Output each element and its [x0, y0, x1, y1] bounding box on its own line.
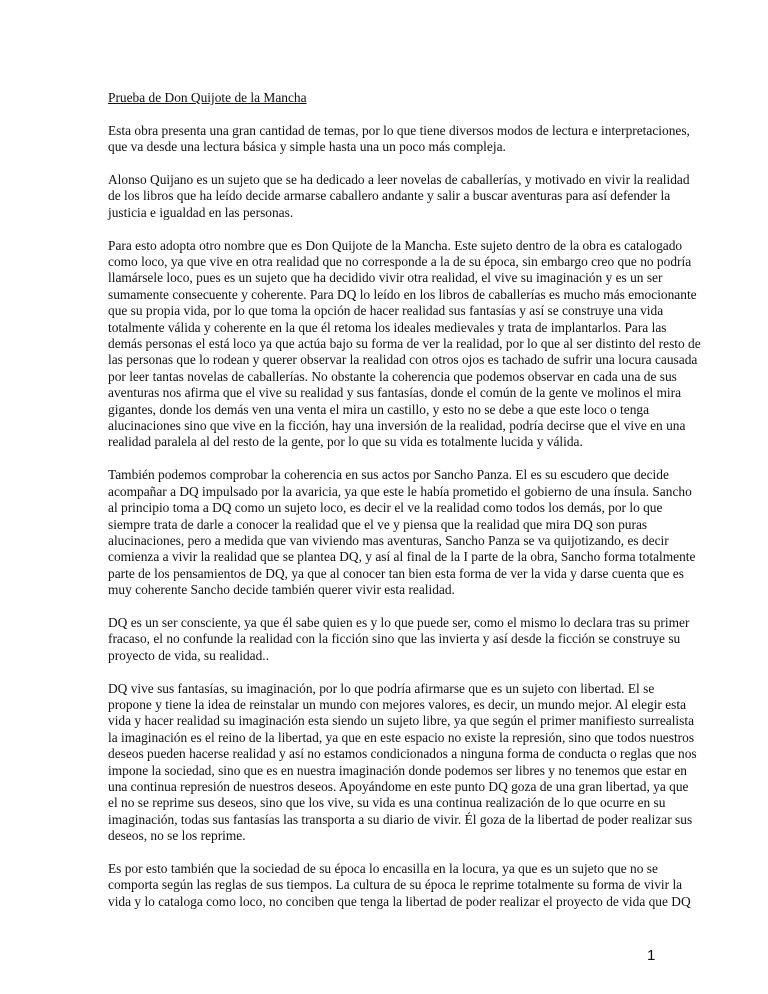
text-line: el no se reprime sus deseos, sino que los vive, su vida es una continua realización de lo que ocurre en su [108, 795, 666, 811]
text-line: sumamente consecuente y coherente. Para DQ lo leído en los libros de caballerías es mucho más emocionante [108, 286, 697, 302]
text-line: gigantes, donde los demás ven una venta el mira un castillo, y esto no se debe a que este loco o tenga [108, 401, 650, 417]
text-line: realidad paralela al del resto de la gente, por lo que su vida es totalmente lucida y válida. [108, 434, 583, 450]
text-line: una continua represión de nuestros deseos. Apoyándome en este punto DQ goza de una gran libertad, ya que [108, 778, 689, 794]
text-line: demás personas el está loco ya que actúa bajo su forma de ver la realidad, por lo que al ser distinto del resto de [108, 336, 701, 352]
text-line: llamársele loco, pues es un sujeto que ha decidido vivir otra realidad, el vive su imaginación y es un ser [108, 270, 663, 286]
text-line: la imaginación es el reino de la libertad, ya que en este espacio no existe la represión, sino que todos nuestros [108, 729, 695, 745]
text-line: al principio toma a DQ como un sujeto loco, es decir el ve la realidad como todos los demás, por lo que [108, 500, 663, 516]
text-line: como loco, ya que vive en otra realidad que no corresponde a la de su época, sin embargo creo que no podría [108, 254, 692, 270]
paragraph [108, 172, 688, 221]
text-line: fracaso, el no confunde la realidad con la ficción sino que las invierta y así desde la ficción se construye su [108, 631, 681, 647]
text-line: También podemos comprobar la coherencia en sus actos por Sancho Panza. El es su escudero que decide [108, 467, 669, 483]
text-line: Para esto adopta otro nombre que es Don Quijote de la Mancha. Este sujeto dentro de la obra es catalogado [108, 237, 683, 253]
text-line: deseos pueden hacerse realidad y así no estamos condicionados a ninguna forma de conducta o reglas que nos [108, 746, 697, 762]
text-line: vida y hacer realidad su imaginación esta siendo un sujeto libre, ya que según el primer manifiesto surrealista [108, 713, 695, 729]
document-page [108, 90, 701, 927]
text-line: muy coherente Sancho decide también querer vivir esta realidad. [108, 582, 455, 598]
text-line: las personas que lo rodean y querer observar la realidad con otros ojos es tachado de sufrir una locura causada [108, 352, 698, 368]
text-line: DQ es un ser consciente, ya que él sabe quien es y lo que puede ser, como el mismo lo declara tras su primer [108, 614, 690, 630]
paragraph [108, 123, 688, 156]
text-line: proyecto de vida, su realidad.. [108, 647, 270, 663]
text-line: deseos, no se los reprime. [108, 828, 246, 844]
text-line: impone la sociedad, sino que es en nuestra imaginación donde podemos ser libres y no tenemos que estar en [108, 762, 687, 778]
text-line: que su propia vida, por lo que toma la opción de hacer realidad sus fantasías y así se construye una vida [108, 303, 664, 319]
page-number: 1 [647, 947, 656, 964]
text-line: propone y tiene la idea de reinstalar un mundo con mejores valores, es decir, un mundo mejor. Al elegir esta [108, 696, 687, 712]
text-line: alucinaciones sino que vive en la ficción, hay una inversión de la realidad, podría decirse que el vive en una [108, 418, 686, 434]
text-line: DQ vive sus fantasías, su imaginación, por lo que podría afirmarse que es un sujeto con libertad. El se [108, 680, 655, 696]
paragraph [108, 467, 696, 598]
paragraph [108, 860, 691, 910]
document-title: Prueba de Don Quijote de la Mancha [108, 90, 307, 105]
document-body [108, 122, 701, 910]
text-line: imaginación, todas sus fantasías las transporta a su diario de vivir. Él goza de la libertad de poder realizar sus [108, 811, 693, 827]
text-line: aventuras nos afirma que el vive su realidad y sus fantasías, donde el común de la gente ve molinos el mira [108, 385, 682, 401]
text-line: de los libros que ha leído decide armarse caballero andante y salir a buscar aventuras para así defender la [108, 188, 671, 204]
paragraph [108, 615, 688, 664]
text-line: que va desde una lectura básica y simple hasta una un poco más compleja. [108, 139, 506, 155]
text-line: siempre trata de darle a conocer la realidad que el ve y piensa que la realidad que mira DQ son puras [108, 516, 648, 532]
paragraph [108, 237, 701, 451]
text-line: Es por esto también que la sociedad de su época lo encasilla en la locura, ya que es un sujeto que no se [108, 860, 658, 876]
text-line: Alonso Quijano es un sujeto que se ha dedicado a leer novelas de caballerías, y motivado en vivir la realidad [108, 172, 690, 187]
text-line: por leer tantas novelas de caballerías. No obstante la coherencia que podemos observar en cada una de sus [108, 368, 677, 384]
text-line: justicia e igualdad en las personas. [108, 204, 294, 220]
paragraph [108, 680, 697, 845]
text-line: totalmente válida y coherente en la que él retoma los ideales medievales y trata de implantarlos. Para las [108, 319, 667, 335]
text-line: comienza a vivir la realidad que se plantea DQ, y así al final de la I parte de la obra, Sancho forma totalmente [108, 549, 696, 565]
text-line: comporta según las reglas de sus tiempos. La cultura de su época le reprime totalmente su forma de vivir la [108, 877, 683, 893]
text-line: parte de los pensamientos de DQ, ya que al conocer tan bien esta forma de ver la vida y darse cuenta que es [108, 565, 684, 581]
text-line: acompañar a DQ impulsado por la avaricia, ya que este le había prometido el gobierno de una ínsula. Sancho [108, 483, 692, 499]
text-line: vida y lo cataloga como loco, no conciben que tenga la libertad de poder realizar el proyecto de vida que DQ [108, 893, 691, 909]
text-line: Esta obra presenta una gran cantidad de temas, por lo que tiene diversos modos de lectura e interpretaciones, [108, 122, 690, 138]
text-line: alucinaciones, pero a medida que van viviendo mas aventuras, Sancho Panza se va quijotizando, es decir [108, 532, 669, 548]
